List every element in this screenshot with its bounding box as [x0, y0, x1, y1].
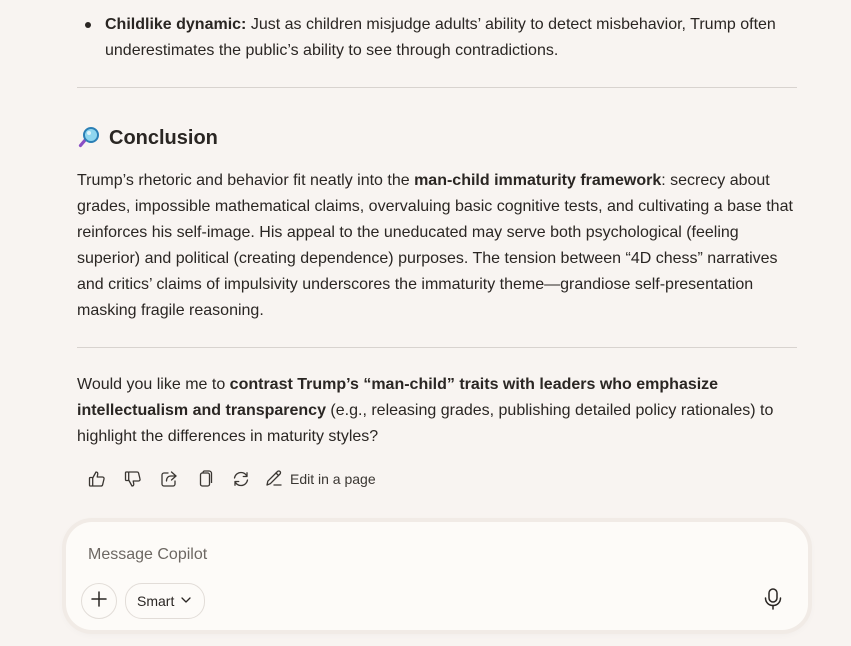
chevron-down-icon	[174, 593, 192, 609]
dislike-button[interactable]	[120, 466, 146, 492]
edit-in-page-label: Edit in a page	[290, 471, 376, 487]
message-input[interactable]	[86, 542, 750, 568]
paragraph-text: Would you like me to	[77, 376, 230, 393]
conclusion-paragraph	[77, 168, 797, 324]
followup-paragraph	[77, 372, 797, 450]
divider	[77, 87, 797, 88]
like-button[interactable]	[84, 466, 110, 492]
bullet-text: Just as children misjudge adults’ ability to detect misbehavior, Trump often underestimates the public’s ability to see through contradictions.	[105, 16, 776, 59]
regenerate-icon	[231, 469, 251, 489]
mode-selector[interactable]	[125, 583, 205, 619]
copy-icon	[195, 469, 215, 489]
edit-in-page-button[interactable]	[264, 466, 376, 492]
share-icon	[159, 469, 179, 489]
section-heading-text: Conclusion	[109, 126, 218, 149]
bullet-list	[77, 12, 797, 64]
add-attachment-button[interactable]	[81, 583, 117, 619]
bullet-bold-lead: Childlike dynamic:	[105, 16, 247, 33]
share-button[interactable]	[156, 466, 182, 492]
paragraph-bold-text: man-child immaturity framework	[414, 172, 662, 189]
bullet-dot	[85, 22, 91, 28]
list-item	[77, 12, 797, 64]
thumbs-down-icon	[123, 469, 143, 489]
paragraph-text: : secrecy about grades, impossible mathematical claims, overvaluing basic cognitive tests, and cultivating a base that reinforces his self-image. His appeal to the uneducated may serve both psychological (feeling superior) and political (creating dependence) purposes. The tension between “4D chess” narratives and critics’ claims of impulsivity underscores the immaturity theme—grandiose self-presentation masking fragile reasoning.	[77, 172, 793, 319]
section-heading	[77, 124, 218, 152]
microphone-button[interactable]	[758, 586, 788, 616]
pen-icon	[264, 468, 290, 491]
divider	[77, 347, 797, 348]
paragraph-text: Trump’s rhetoric and behavior fit neatly into the	[77, 172, 415, 189]
copy-button[interactable]	[192, 466, 218, 492]
message-actions	[84, 466, 376, 492]
plus-icon	[89, 589, 109, 614]
microphone-icon	[762, 587, 784, 616]
regenerate-button[interactable]	[228, 466, 254, 492]
mode-label: Smart	[137, 593, 175, 609]
paragraph-text: (e.g., releasing grades, publishing detailed policy rationales) to highlight the differences in maturity styles?	[77, 402, 774, 445]
magnifying-glass-icon	[77, 126, 101, 150]
message-composer	[66, 522, 808, 630]
thumbs-up-icon	[87, 469, 107, 489]
paragraph-bold-text: contrast Trump’s “man-child” traits with leaders who emphasize intellectualism and transparency	[77, 376, 719, 419]
